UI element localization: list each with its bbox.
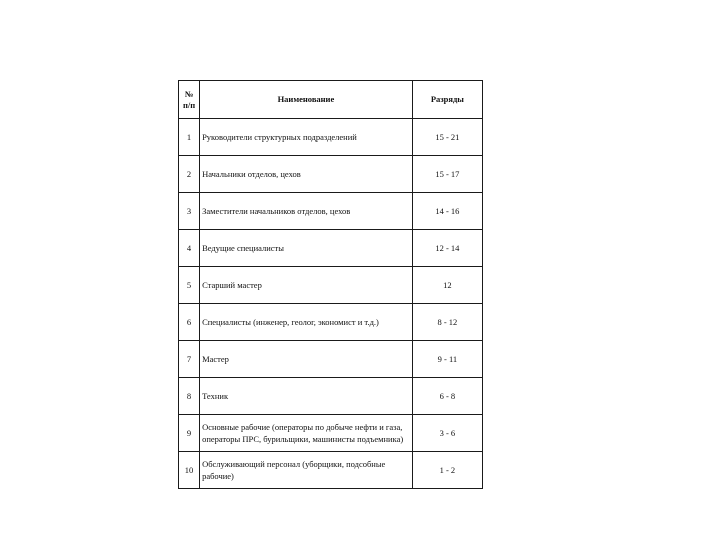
row-num: 8 bbox=[179, 378, 200, 415]
header-num bbox=[179, 81, 200, 119]
row-num: 6 bbox=[179, 304, 200, 341]
row-name: Старший мастер bbox=[200, 267, 413, 304]
row-num: 3 bbox=[179, 193, 200, 230]
row-grade: 9 - 11 bbox=[412, 341, 482, 378]
row-num: 7 bbox=[179, 341, 200, 378]
row-name: Основные рабочие (операторы по добыче нефти и газа, операторы ПРС, бурильщики, машинисты подъемника) bbox=[200, 415, 413, 452]
row-num: 1 bbox=[179, 119, 200, 156]
row-num: 2 bbox=[179, 156, 200, 193]
table-row bbox=[179, 193, 483, 230]
table-row bbox=[179, 341, 483, 378]
row-name: Ведущие специалисты bbox=[200, 230, 413, 267]
row-grade: 12 bbox=[412, 267, 482, 304]
row-name: Специалисты (инженер, геолог, экономист и т.д.) bbox=[200, 304, 413, 341]
row-name: Руководители структурных подразделений bbox=[200, 119, 413, 156]
row-num: 10 bbox=[179, 452, 200, 489]
table-row bbox=[179, 452, 483, 489]
row-num: 4 bbox=[179, 230, 200, 267]
header-name: Наименование bbox=[200, 81, 413, 119]
header-num-abbr: п/п bbox=[182, 99, 196, 110]
header-grade: Разряды bbox=[412, 81, 482, 119]
row-name: Начальники отделов, цехов bbox=[200, 156, 413, 193]
row-name: Техник bbox=[200, 378, 413, 415]
table-row bbox=[179, 267, 483, 304]
row-num: 5 bbox=[179, 267, 200, 304]
table-row bbox=[179, 156, 483, 193]
row-name: Мастер bbox=[200, 341, 413, 378]
table-row bbox=[179, 415, 483, 452]
row-num: 9 bbox=[179, 415, 200, 452]
row-grade: 6 - 8 bbox=[412, 378, 482, 415]
table-row bbox=[179, 304, 483, 341]
table-row bbox=[179, 230, 483, 267]
row-grade: 8 - 12 bbox=[412, 304, 482, 341]
grade-table bbox=[178, 80, 483, 489]
row-name: Заместители начальников отделов, цехов bbox=[200, 193, 413, 230]
row-grade: 14 - 16 bbox=[412, 193, 482, 230]
row-grade: 12 - 14 bbox=[412, 230, 482, 267]
header-num-symbol: № bbox=[184, 88, 194, 99]
table-row bbox=[179, 119, 483, 156]
row-grade: 3 - 6 bbox=[412, 415, 482, 452]
table-header-row bbox=[179, 81, 483, 119]
row-grade: 15 - 17 bbox=[412, 156, 482, 193]
table-row bbox=[179, 378, 483, 415]
row-name: Обслуживающий персонал (уборщики, подсобные рабочие) bbox=[200, 452, 413, 489]
row-grade: 15 - 21 bbox=[412, 119, 482, 156]
row-grade: 1 - 2 bbox=[412, 452, 482, 489]
